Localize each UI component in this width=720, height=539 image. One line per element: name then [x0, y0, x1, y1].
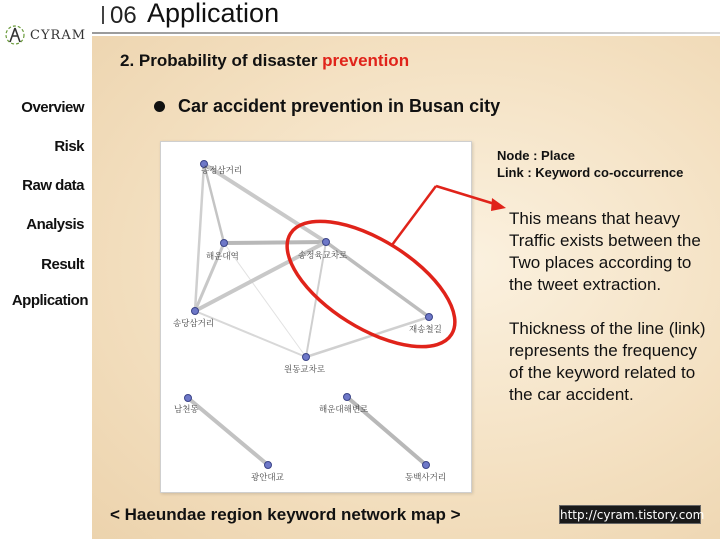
subtitle-accent: prevention [322, 51, 410, 70]
node [192, 308, 199, 315]
node-label: 재송철길 [409, 325, 442, 335]
node [426, 314, 433, 321]
section-number: 06 [110, 2, 137, 29]
description-paragraph: This means that heavy Traffic exists between the Two places according to the tweet extraction. [509, 209, 701, 294]
network-nodes [185, 161, 433, 469]
subtitle-prefix: 2. Probability of disaster [120, 51, 323, 70]
legend-node: Node : Place [497, 148, 576, 163]
network-legend [497, 147, 683, 181]
figure-caption: < Haeundae region keyword network map > [110, 505, 461, 524]
sidebar-item-analysis[interactable]: Analysis [26, 216, 84, 233]
node-label: 해운대해변로 [319, 405, 369, 415]
description [509, 208, 714, 406]
legend-link: Link : Keyword co-occurrence [497, 165, 684, 180]
sidebar-item-risk[interactable]: Risk [54, 138, 84, 155]
sidebar-item-overview[interactable]: Overview [21, 99, 84, 116]
network-graph [161, 142, 473, 494]
node [221, 240, 228, 247]
network-map [160, 141, 472, 493]
node-label: 송당삼거리 [173, 319, 215, 329]
node [423, 462, 430, 469]
bullet-text: Car accident prevention in Busan city [178, 96, 501, 116]
description-paragraph: Thickness of the line (link) represents the frequency of the keyword related to the car accident. [509, 319, 706, 404]
node-label: 광안대교 [251, 473, 284, 483]
node [323, 239, 330, 246]
network-links [188, 164, 429, 465]
logo-text: CYRAM [30, 27, 87, 43]
node-label: 송정육교차로 [298, 251, 348, 261]
header-underline [92, 32, 720, 34]
node [303, 354, 310, 361]
node-label: 해운대역 [206, 252, 239, 262]
link [306, 317, 429, 357]
node-label: 동백사거리 [405, 473, 447, 483]
link [188, 398, 268, 465]
node-label: 남천동 [174, 405, 199, 415]
node [185, 395, 192, 402]
node [265, 462, 272, 469]
page-title: Application [147, 0, 280, 28]
section-subtitle [120, 51, 409, 71]
header-divider [102, 6, 104, 24]
node-label: 송정삼거리 [201, 166, 243, 176]
bullet-point [154, 96, 500, 117]
bullet-icon [154, 101, 165, 112]
logo [4, 24, 86, 46]
sidebar-item-application[interactable]: Application [11, 292, 88, 309]
node [344, 394, 351, 401]
link [224, 242, 326, 243]
link [195, 164, 204, 311]
sidebar-item-result[interactable]: Result [41, 256, 84, 273]
node-label: 원동교차로 [284, 365, 326, 375]
url-watermark[interactable]: http://cyram.tistory.com [559, 505, 701, 524]
sidebar-item-raw-data[interactable]: Raw data [22, 177, 84, 194]
cyram-logo-icon [4, 24, 26, 46]
